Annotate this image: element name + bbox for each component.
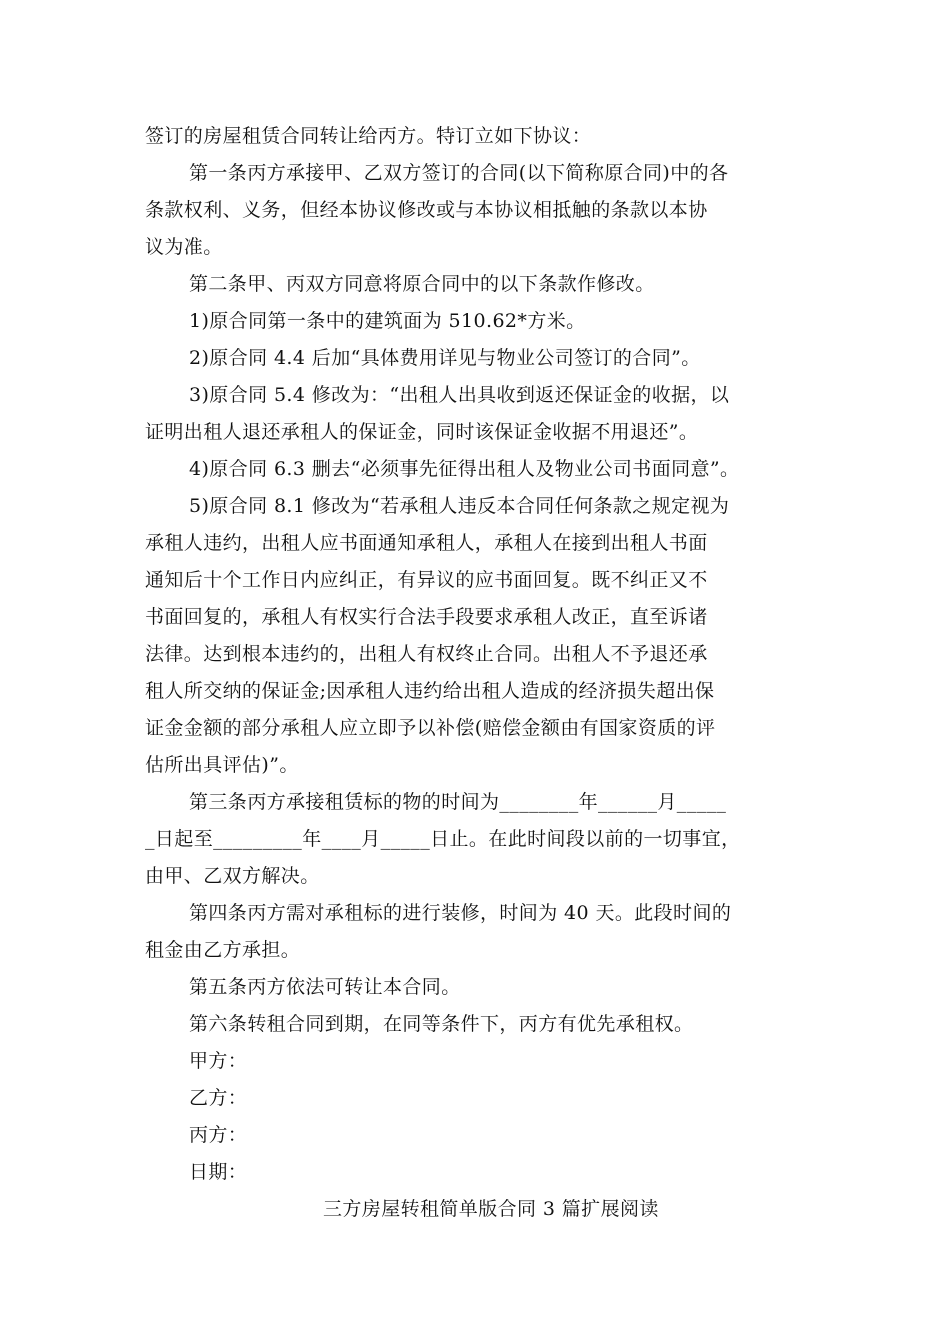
extended-reading-title: 三方房屋转租简单版合同 3 篇扩展阅读: [323, 1198, 659, 1220]
article-1-line: 条款权利、义务，但经本协议修改或与本协议相抵触的条款以本协: [145, 199, 708, 221]
date-line: 日期：: [189, 1161, 248, 1183]
clause-2-line: 2)原合同 4.4 后加“具体费用详见与物业公司签订的合同”。: [189, 347, 701, 369]
article-4-line: 租金由乙方承担。: [145, 939, 301, 961]
clause-5-line: 书面回复的，承租人有权实行合法手段要求承租人改正，直至诉诸: [145, 606, 708, 628]
clause-3-line: 3)原合同 5.4 修改为：“出租人出具收到返还保证金的收据，以: [189, 384, 730, 406]
clause-5-line: 租人所交纳的保证金;因承租人违约给出租人造成的经济损失超出保: [145, 680, 715, 702]
clause-5-line: 5)原合同 8.1 修改为“若承租人违反本合同任何条款之规定视为: [189, 495, 730, 517]
clause-5-line: 承租人违约，出租人应书面通知承租人，承租人在接到出租人书面: [145, 532, 708, 554]
clause-1-line: 1)原合同第一条中的建筑面为 510.62*方米。: [189, 310, 586, 332]
clause-5-line: 法律。达到根本违约的，出租人有权终止合同。出租人不予退还承: [145, 643, 708, 665]
article-6-line: 第六条转租合同到期，在同等条件下，丙方有优先承租权。: [189, 1013, 694, 1035]
article-2-line: 第二条甲、丙双方同意将原合同中的以下条款作修改。: [189, 273, 655, 295]
article-3-line: 由甲、乙双方解决。: [145, 865, 320, 887]
clause-5-line: 估所出具评估)”。: [145, 754, 299, 776]
clause-3-line: 证明出租人退还承租人的保证金，同时该保证金收据不用退还”。: [145, 421, 699, 443]
clause-4-line: 4)原合同 6.3 删去“必须事先征得出租人及物业公司书面同意”。: [189, 458, 740, 480]
party-c-signature-line: 丙方：: [189, 1124, 248, 1146]
party-b-signature-line: 乙方：: [189, 1087, 248, 1109]
article-5-line: 第五条丙方依法可转让本合同。: [189, 976, 461, 998]
article-4-line: 第四条丙方需对承租标的进行装修，时间为 40 天。此段时间的: [189, 902, 732, 924]
article-1-line: 第一条丙方承接甲、乙双方签订的合同(以下简称原合同)中的各: [189, 162, 729, 184]
party-a-signature-line: 甲方：: [189, 1050, 248, 1072]
article-3-line: _日起至_________年____月_____日止。在此时间段以前的一切事宜，: [145, 828, 741, 850]
paragraph-line: 签订的房屋租赁合同转让给丙方。特订立如下协议：: [145, 125, 592, 147]
article-1-line: 议为准。: [145, 236, 223, 258]
clause-5-line: 通知后十个工作日内应纠正，有异议的应书面回复。既不纠正又不: [145, 569, 708, 591]
clause-5-line: 证金金额的部分承租人应立即予以补偿(赔偿金额由有国家资质的评: [145, 717, 716, 739]
document-body: [145, 118, 825, 1228]
article-3-line: 第三条丙方承接租赁标的物的时间为________年______月_____: [189, 791, 727, 813]
